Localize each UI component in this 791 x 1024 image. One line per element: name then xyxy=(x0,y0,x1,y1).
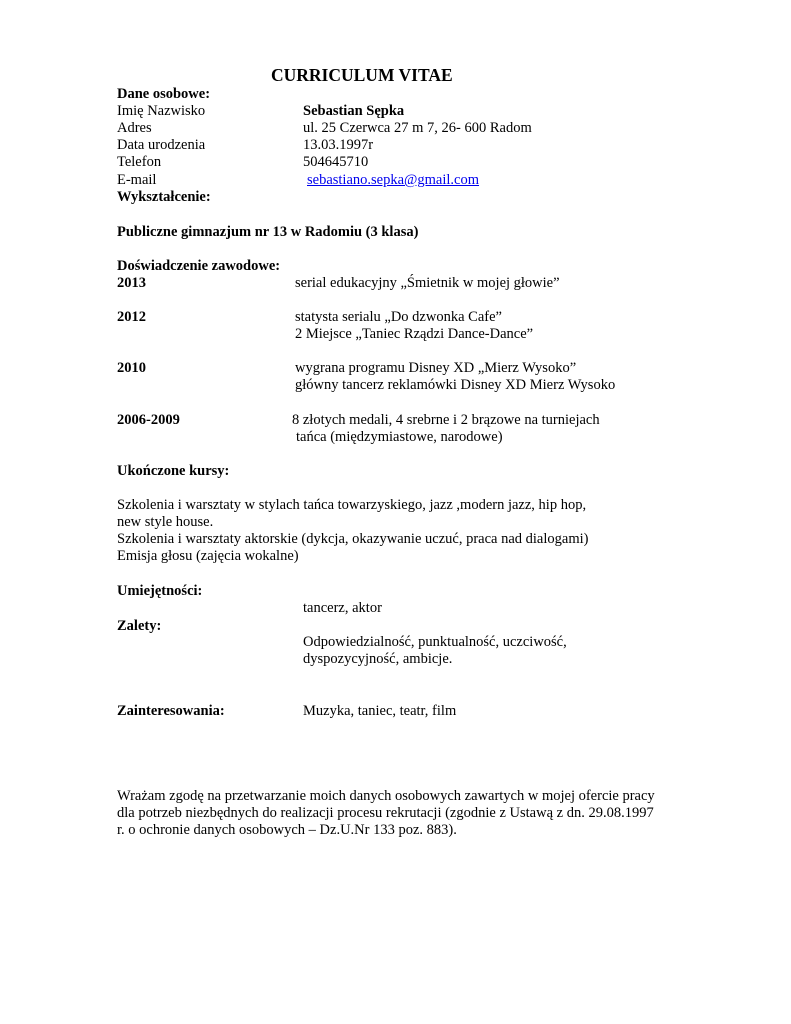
experience-line: serial edukacyjny „Śmietnik w mojej głowie” xyxy=(295,275,560,291)
experience-line: 2 Miejsce „Taniec Rządzi Dance-Dance” xyxy=(295,326,534,342)
address-value: ul. 25 Czerwca 27 m 7, 26- 600 Radom xyxy=(303,120,532,136)
birthdate-value: 13.03.1997r xyxy=(303,137,374,153)
experience-year: 2006-2009 xyxy=(117,412,180,428)
strengths-line: Odpowiedzialność, punktualność, uczciwość, xyxy=(303,634,567,650)
personal-heading: Dane osobowe: xyxy=(117,86,211,102)
skills-value: tancerz, aktor xyxy=(303,600,382,616)
name-label: Imię Nazwisko xyxy=(117,103,206,119)
document-title: CURRICULUM VITAE xyxy=(271,65,453,85)
phone-label: Telefon xyxy=(117,154,162,170)
consent-line: r. o ochronie danych osobowych – Dz.U.Nr 133 poz. 883). xyxy=(117,822,457,838)
experience-heading: Doświadczenie zawodowe: xyxy=(117,258,281,274)
interests-heading: Zainteresowania: xyxy=(117,703,225,719)
course-line: Szkolenia i warsztaty aktorskie (dykcja, okazywanie uczuć, praca nad dialogami) xyxy=(117,531,589,547)
interests-value: Muzyka, taniec, teatr, film xyxy=(303,703,457,719)
experience-line: tańca (międzymiastowe, narodowe) xyxy=(296,429,503,445)
experience-line: 8 złotych medali, 4 srebrne i 2 brązowe na turniejach xyxy=(292,412,600,428)
experience-year: 2012 xyxy=(117,309,146,325)
course-line: Emisja głosu (zajęcia wokalne) xyxy=(117,548,299,564)
birthdate-label: Data urodzenia xyxy=(117,137,206,153)
strengths-heading: Zalety: xyxy=(117,618,162,634)
course-line: Szkolenia i warsztaty w stylach tańca towarzyskiego, jazz ,modern jazz, hip hop, xyxy=(117,497,587,513)
experience-line: wygrana programu Disney XD „Mierz Wysoko” xyxy=(295,360,577,376)
education-heading: Wykształcenie: xyxy=(117,189,211,205)
experience-line: statysta serialu „Do dzwonka Cafe” xyxy=(295,309,502,325)
skills-heading: Umiejętności: xyxy=(117,583,203,599)
consent-line: Wrażam zgodę na przetwarzanie moich danych osobowych zawartych w mojej ofercie pracy xyxy=(117,788,655,804)
strengths-line: dyspozycyjność, ambicje. xyxy=(303,651,453,667)
email-label: E-mail xyxy=(117,172,157,188)
name-value: Sebastian Sępka xyxy=(303,103,405,119)
consent-line: dla potrzeb niezbędnych do realizacji procesu rekrutacji (zgodnie z Ustawą z dn. 29.08.1997 xyxy=(117,805,654,821)
experience-line: główny tancerz reklamówki Disney XD Mierz Wysoko xyxy=(295,377,616,393)
course-line: new style house. xyxy=(117,514,214,530)
address-label: Adres xyxy=(117,120,152,136)
experience-year: 2013 xyxy=(117,275,146,291)
courses-heading: Ukończone kursy: xyxy=(117,463,230,479)
experience-year: 2010 xyxy=(117,360,146,376)
email-link[interactable]: sebastiano.sepka@gmail.com xyxy=(307,172,480,188)
phone-value: 504645710 xyxy=(303,154,369,170)
education-school: Publiczne gimnazjum nr 13 w Radomiu (3 klasa) xyxy=(117,224,419,240)
